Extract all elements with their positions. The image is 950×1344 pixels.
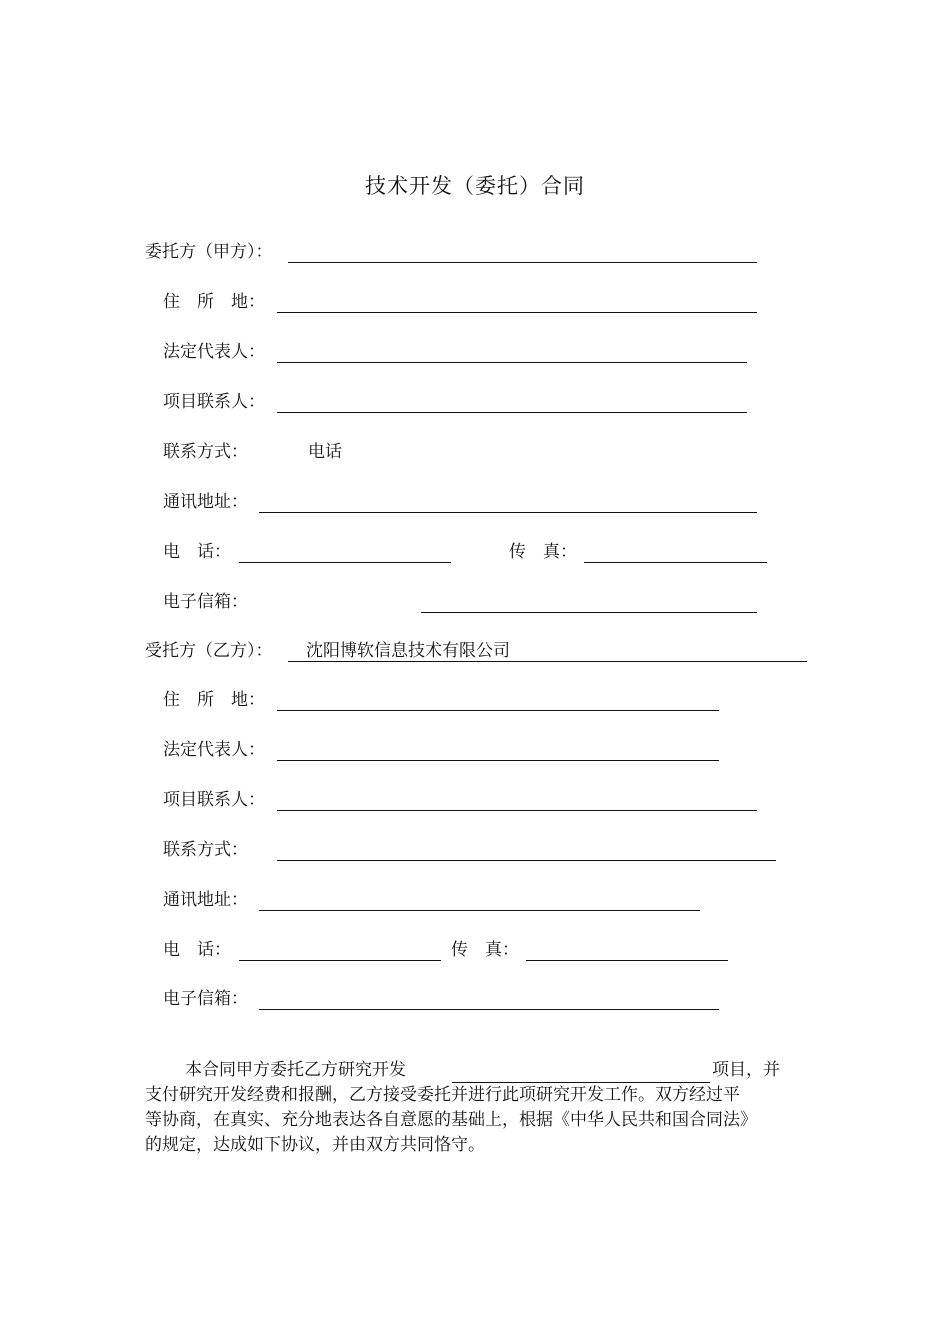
- party-b-contact-person-line[interactable]: [277, 810, 757, 811]
- party-b-email-row: [0, 988, 950, 1014]
- party-a-mail-address-line[interactable]: [259, 512, 757, 513]
- project-name-line[interactable]: [452, 1062, 710, 1083]
- party-a-address-line[interactable]: [277, 312, 757, 313]
- party-a-email-line[interactable]: [421, 612, 757, 613]
- intro-line-3: 等协商，在真实、充分地表达各自意愿的基础上，根据《中华人民共和国合同法》: [145, 1110, 757, 1130]
- party-b-legal-rep-line[interactable]: [277, 760, 719, 761]
- party-a-contact-person-label: 项目联系人：: [163, 392, 265, 412]
- party-a-phone-label: 电 话：: [163, 542, 231, 562]
- party-a-address-label: 住 所 地：: [163, 292, 265, 312]
- party-a-mail-address-label: 通讯地址：: [163, 492, 248, 512]
- party-b-fax-label: 传 真：: [451, 940, 519, 960]
- party-b-name-value: 沈阳博软信息技术有限公司: [306, 641, 510, 661]
- party-b-contact-person-row: [0, 789, 950, 815]
- party-a-heading: 委托方（甲方）：: [145, 242, 273, 262]
- party-a-legal-rep-line[interactable]: [277, 362, 747, 363]
- party-a-heading-row: [0, 241, 950, 267]
- party-b-heading-row: [0, 640, 950, 666]
- party-a-phone-line[interactable]: [239, 562, 451, 563]
- party-b-phone-fax-row: [0, 939, 950, 965]
- party-b-contact-method-label: 联系方式：: [163, 840, 248, 860]
- party-b-email-label: 电子信箱：: [163, 989, 248, 1009]
- party-a-contact-phone-word: 电话: [308, 442, 342, 462]
- party-a-legal-rep-label: 法定代表人：: [163, 342, 265, 362]
- party-b-contact-method-row: [0, 839, 950, 865]
- party-b-fax-line[interactable]: [526, 960, 728, 961]
- party-a-email-row: [0, 591, 950, 617]
- party-a-contact-person-line[interactable]: [277, 412, 747, 413]
- intro-paragraph: [145, 1058, 807, 1158]
- party-b-address-label: 住 所 地：: [163, 690, 265, 710]
- party-b-mail-address-line[interactable]: [259, 910, 700, 911]
- intro-line-1-start: 本合同甲方委托乙方研究开发: [185, 1060, 406, 1080]
- intro-line-2: 支付研究开发经费和报酬，乙方接受委托并进行此项研究开发工作。双方经过平: [145, 1085, 740, 1105]
- party-b-phone-label: 电 话：: [163, 940, 231, 960]
- party-a-contact-person-row: [0, 391, 950, 417]
- party-a-mail-address-row: [0, 491, 950, 517]
- party-a-address-row: [0, 291, 950, 317]
- page-title: 技术开发（委托）合同: [365, 174, 585, 198]
- party-b-contact-person-label: 项目联系人：: [163, 790, 265, 810]
- party-a-phone-fax-row: [0, 541, 950, 567]
- party-b-legal-rep-label: 法定代表人：: [163, 740, 265, 760]
- intro-line-1: [145, 1058, 807, 1083]
- party-a-fax-line[interactable]: [584, 562, 767, 563]
- party-b-address-line[interactable]: [277, 710, 719, 711]
- party-b-phone-line[interactable]: [239, 960, 441, 961]
- party-b-contact-method-line[interactable]: [277, 860, 776, 861]
- party-b-mail-address-row: [0, 889, 950, 915]
- party-b-mail-address-label: 通讯地址：: [163, 890, 248, 910]
- party-a-contact-method-label: 联系方式：: [163, 442, 248, 462]
- intro-line-1-end: 项目，并: [712, 1060, 780, 1080]
- party-b-email-line[interactable]: [259, 1009, 719, 1010]
- party-b-address-row: [0, 689, 950, 715]
- party-b-legal-rep-row: [0, 739, 950, 765]
- party-a-name-line[interactable]: [288, 262, 757, 263]
- party-a-fax-label: 传 真：: [509, 542, 577, 562]
- party-a-email-label: 电子信箱：: [163, 592, 248, 612]
- intro-line-4: 的规定，达成如下协议，并由双方共同恪守。: [145, 1135, 485, 1155]
- party-a-legal-rep-row: [0, 341, 950, 367]
- party-a-contact-method-row: [0, 441, 950, 467]
- party-b-heading: 受托方（乙方）：: [145, 641, 273, 661]
